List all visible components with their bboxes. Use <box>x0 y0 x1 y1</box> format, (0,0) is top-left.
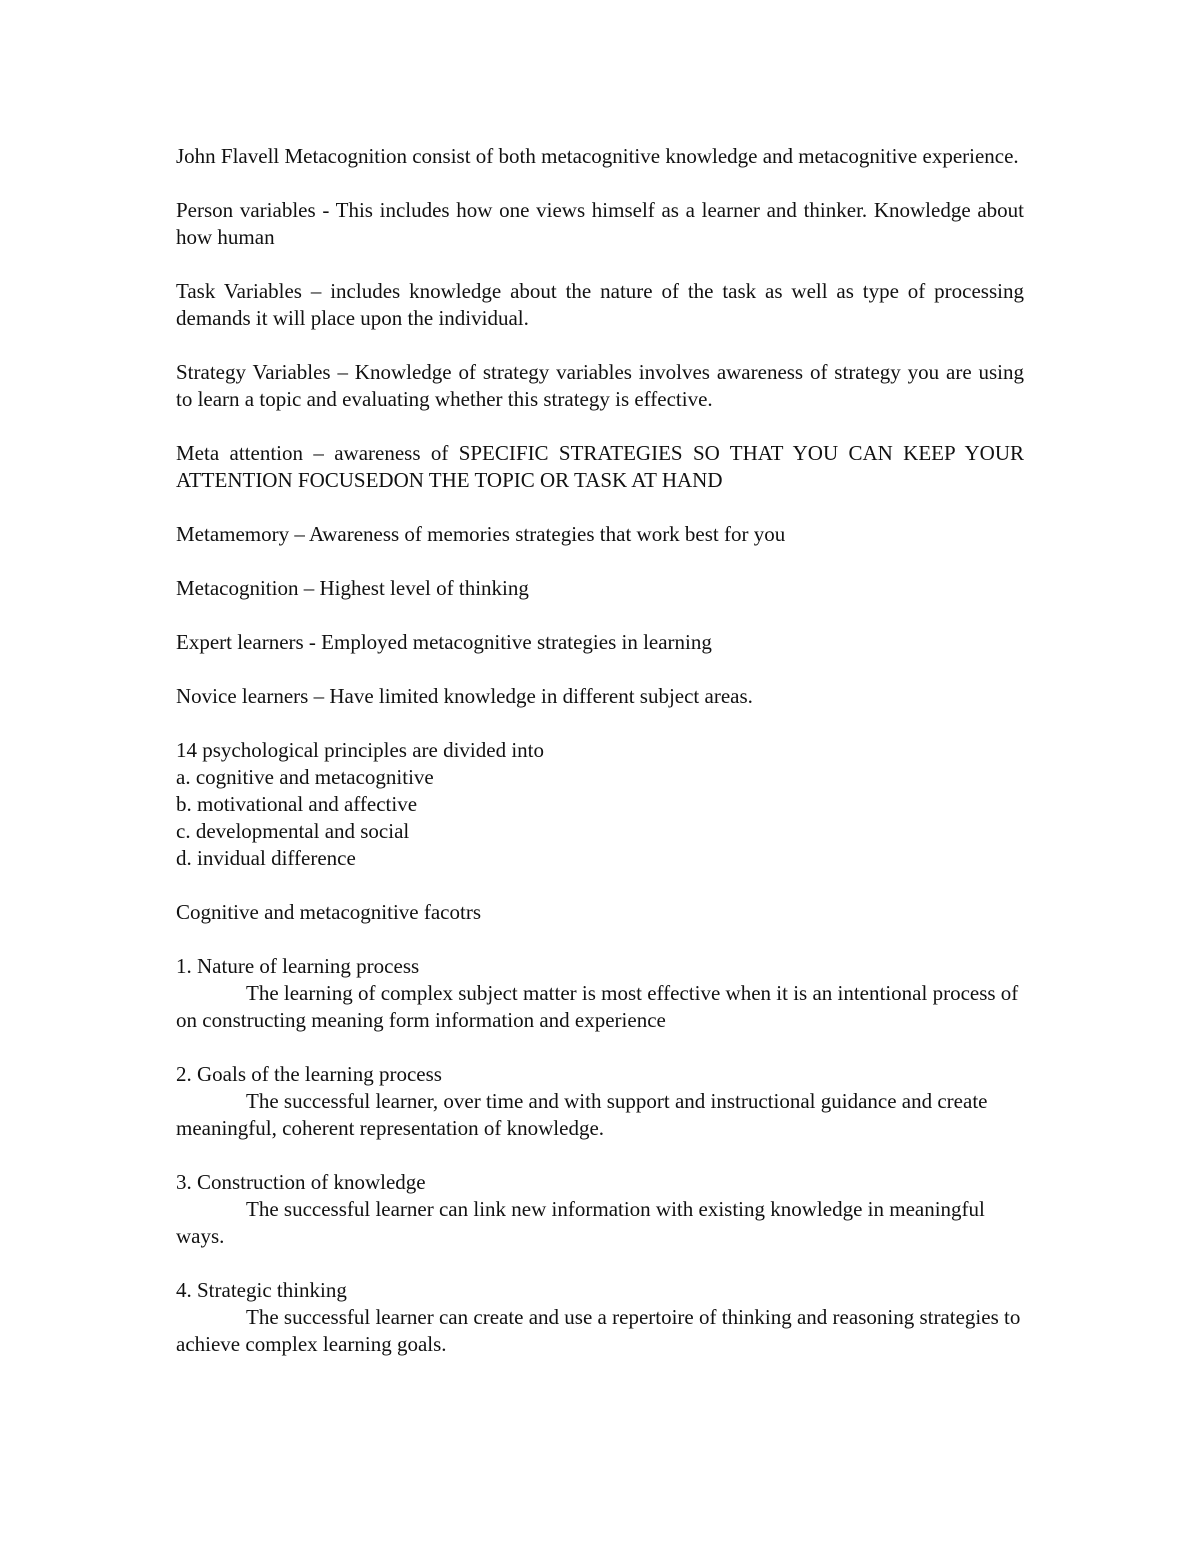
paragraph-task-variables: Task Variables – includes knowledge about the nature of the task as well as type of processing demands it will place upon the individual. <box>176 279 1024 330</box>
document-body <box>176 143 1024 1385</box>
paragraph-expert-learners: Expert learners - Employed metacognitive strategies in learning <box>176 630 712 654</box>
paragraph-meta-attention: Meta attention – awareness of SPECIFIC STRATEGIES SO THAT YOU CAN KEEP YOUR ATTENTION FOCUSEDON THE TOPIC OR TASK AT HAND <box>176 441 1024 492</box>
paragraph-novice-learners: Novice learners – Have limited knowledge in different subject areas. <box>176 684 753 708</box>
paragraph-person-variables: Person variables - This includes how one views himself as a learner and thinker. Knowledge about how human <box>176 198 1024 249</box>
factor-title: 3. Construction of knowledge <box>176 1170 426 1194</box>
principle-item: c. developmental and social <box>176 819 410 843</box>
principle-item: d. invidual difference <box>176 846 356 870</box>
factor-body: The successful learner can create and use a repertoire of thinking and reasoning strategies to achieve complex learning goals. <box>176 1305 1021 1356</box>
principles-list <box>176 737 1024 872</box>
factor-item-1 <box>176 953 1024 1034</box>
factors-heading: Cognitive and metacognitive facotrs <box>176 900 481 924</box>
paragraph-metamemory: Metamemory – Awareness of memories strategies that work best for you <box>176 522 786 546</box>
factor-item-3 <box>176 1169 1024 1250</box>
paragraph-flavell: John Flavell Metacognition consist of both metacognitive knowledge and metacognitive experience. <box>176 144 1019 168</box>
paragraph-strategy-variables: Strategy Variables – Knowledge of strategy variables involves awareness of strategy you are using to learn a topic and evaluating whether this strategy is effective. <box>176 360 1024 411</box>
factor-title: 1. Nature of learning process <box>176 954 420 978</box>
principle-item: b. motivational and affective <box>176 792 418 816</box>
factor-item-4 <box>176 1277 1024 1358</box>
factor-body: The learning of complex subject matter is most effective when it is an intentional process of on constructing meaning form information and experience <box>176 981 1019 1032</box>
factor-item-2 <box>176 1061 1024 1142</box>
factor-title: 2. Goals of the learning process <box>176 1062 442 1086</box>
principles-intro: 14 psychological principles are divided into <box>176 738 544 762</box>
factor-body: The successful learner can link new information with existing knowledge in meaningful ways. <box>176 1197 985 1248</box>
factor-title: 4. Strategic thinking <box>176 1278 347 1302</box>
factor-body: The successful learner, over time and with support and instructional guidance and create meaningful, coherent representation of knowledge. <box>176 1089 988 1140</box>
paragraph-metacognition: Metacognition – Highest level of thinking <box>176 576 529 600</box>
principle-item: a. cognitive and metacognitive <box>176 765 434 789</box>
